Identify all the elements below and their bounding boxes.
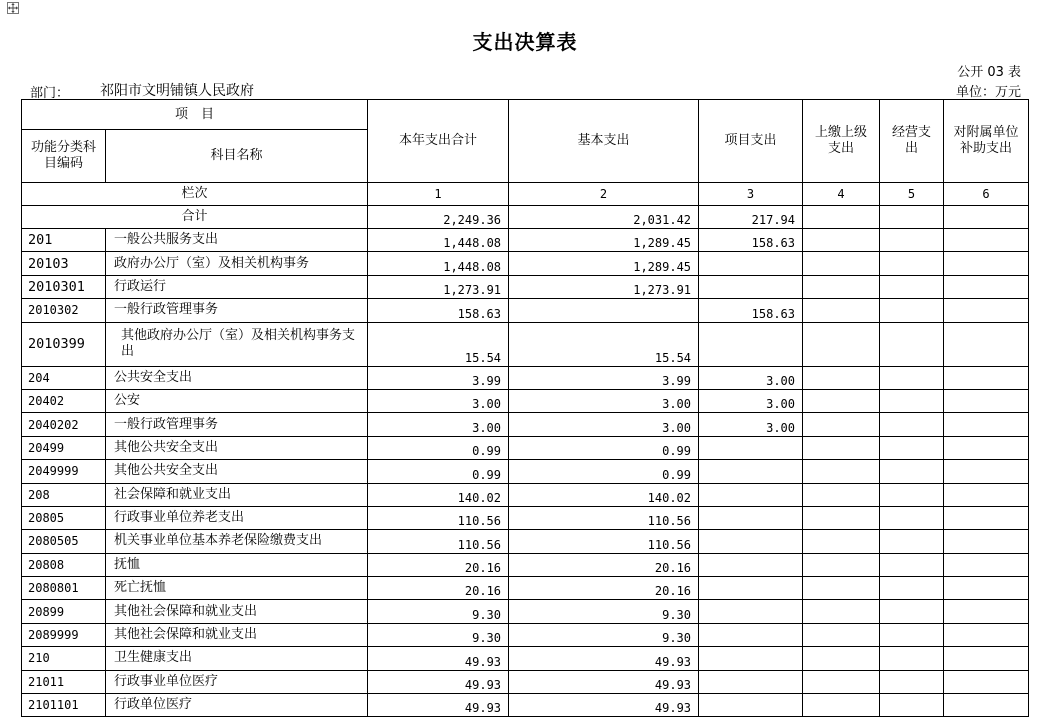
row-subsidy: [944, 600, 1029, 623]
table-row: [22, 600, 1029, 623]
row-total: 9.30: [368, 600, 509, 623]
row-subsidy: [944, 483, 1029, 506]
row-name: 政府办公厅（室）及相关机构事务: [106, 252, 368, 275]
unit-label: 单位：万元: [955, 85, 1021, 100]
row-business: [880, 366, 944, 389]
row-code: 2010301: [22, 275, 106, 298]
total-subsidy: [944, 206, 1029, 229]
total-project: 217.94: [699, 206, 803, 229]
row-project: [699, 553, 803, 576]
table-row: [22, 530, 1029, 553]
row-turnover: [803, 553, 880, 576]
row-basic: 49.93: [509, 694, 699, 717]
row-subsidy: [944, 252, 1029, 275]
row-total: 49.93: [368, 670, 509, 693]
header-item: 项 目: [22, 100, 368, 130]
row-turnover: [803, 647, 880, 670]
row-total: 1,273.91: [368, 275, 509, 298]
row-basic: [509, 299, 699, 322]
row-turnover: [803, 299, 880, 322]
row-code: 20805: [22, 506, 106, 529]
row-project: [699, 436, 803, 459]
row-name: 其他公共安全支出: [106, 436, 368, 459]
header-row-no: 栏次: [22, 183, 368, 206]
table-row: [22, 647, 1029, 670]
row-business: [880, 647, 944, 670]
row-project: [699, 483, 803, 506]
row-basic: 110.56: [509, 530, 699, 553]
row-basic: 9.30: [509, 600, 699, 623]
row-project: [699, 530, 803, 553]
row-basic: 1,273.91: [509, 275, 699, 298]
row-code: 204: [22, 366, 106, 389]
header-total: 本年支出合计: [368, 100, 509, 183]
row-business: [880, 577, 944, 600]
row-subsidy: [944, 577, 1029, 600]
row-subsidy: [944, 670, 1029, 693]
row-code: 2080801: [22, 577, 106, 600]
row-total: 0.99: [368, 436, 509, 459]
row-business: [880, 436, 944, 459]
row-code: 2049999: [22, 460, 106, 483]
header-basic: 基本支出: [509, 100, 699, 183]
row-code: 20899: [22, 600, 106, 623]
row-name: 公共安全支出: [106, 366, 368, 389]
header-business: 经营支出: [880, 100, 944, 183]
row-business: [880, 389, 944, 412]
row-project: [699, 322, 803, 366]
row-project: 158.63: [699, 299, 803, 322]
row-business: [880, 275, 944, 298]
department-label: 部门：: [30, 86, 70, 101]
row-basic: 9.30: [509, 623, 699, 646]
table-row: [22, 389, 1029, 412]
row-project: [699, 670, 803, 693]
row-code: 2010302: [22, 299, 106, 322]
total-turnover: [803, 206, 880, 229]
row-basic: 0.99: [509, 436, 699, 459]
row-code: 2080505: [22, 530, 106, 553]
header-name: 科目名称: [106, 130, 368, 183]
row-code: 2040202: [22, 413, 106, 436]
row-total: 3.99: [368, 366, 509, 389]
row-project: 3.00: [699, 366, 803, 389]
row-total: 3.00: [368, 413, 509, 436]
expenditure-table: [21, 99, 1029, 717]
row-name: 机关事业单位基本养老保险缴费支出: [106, 530, 368, 553]
row-total: 1,448.08: [368, 252, 509, 275]
row-total: 49.93: [368, 647, 509, 670]
row-name: 行政单位医疗: [106, 694, 368, 717]
col-number: 5: [880, 183, 944, 206]
total-label: 合计: [22, 206, 368, 229]
row-project: [699, 252, 803, 275]
table-move-handle-icon[interactable]: [7, 2, 19, 14]
row-subsidy: [944, 275, 1029, 298]
row-total: 140.02: [368, 483, 509, 506]
total-total: 2,249.36: [368, 206, 509, 229]
table-row: [22, 229, 1029, 252]
row-subsidy: [944, 413, 1029, 436]
row-turnover: [803, 436, 880, 459]
row-subsidy: [944, 530, 1029, 553]
row-total: 9.30: [368, 623, 509, 646]
row-business: [880, 460, 944, 483]
row-basic: 49.93: [509, 670, 699, 693]
row-code: 20402: [22, 389, 106, 412]
row-project: 3.00: [699, 389, 803, 412]
row-name: 其他公共安全支出: [106, 460, 368, 483]
table-row: [22, 275, 1029, 298]
row-code: 20499: [22, 436, 106, 459]
table-row: [22, 322, 1029, 366]
row-turnover: [803, 252, 880, 275]
row-project: 158.63: [699, 229, 803, 252]
row-name: 一般行政管理事务: [106, 413, 368, 436]
row-project: [699, 623, 803, 646]
row-code: 2010399: [22, 322, 106, 366]
row-total: 1,448.08: [368, 229, 509, 252]
row-turnover: [803, 623, 880, 646]
report-title: 支出决算表: [472, 30, 578, 54]
row-turnover: [803, 600, 880, 623]
row-subsidy: [944, 647, 1029, 670]
row-business: [880, 553, 944, 576]
row-basic: 1,289.45: [509, 252, 699, 275]
row-turnover: [803, 460, 880, 483]
row-code: 208: [22, 483, 106, 506]
row-turnover: [803, 366, 880, 389]
row-name: 一般行政管理事务: [106, 299, 368, 322]
row-subsidy: [944, 694, 1029, 717]
row-turnover: [803, 389, 880, 412]
row-turnover: [803, 413, 880, 436]
row-name: 行政事业单位医疗: [106, 670, 368, 693]
row-total: 110.56: [368, 506, 509, 529]
table-row: [22, 299, 1029, 322]
row-code: 2089999: [22, 623, 106, 646]
row-subsidy: [944, 229, 1029, 252]
col-number: 6: [944, 183, 1029, 206]
row-turnover: [803, 483, 880, 506]
row-code: 20103: [22, 252, 106, 275]
total-row: [22, 206, 1029, 229]
row-name: 社会保障和就业支出: [106, 483, 368, 506]
table-body: [22, 206, 1029, 717]
header-project: 项目支出: [699, 100, 803, 183]
row-project: [699, 694, 803, 717]
row-basic: 15.54: [509, 322, 699, 366]
row-subsidy: [944, 553, 1029, 576]
row-turnover: [803, 229, 880, 252]
row-subsidy: [944, 366, 1029, 389]
table-row: [22, 577, 1029, 600]
row-project: [699, 275, 803, 298]
row-subsidy: [944, 389, 1029, 412]
total-basic: 2,031.42: [509, 206, 699, 229]
row-code: 2101101: [22, 694, 106, 717]
row-basic: 3.99: [509, 366, 699, 389]
row-subsidy: [944, 299, 1029, 322]
document-number: 公开 03 表: [957, 65, 1021, 80]
row-business: [880, 229, 944, 252]
row-total: 0.99: [368, 460, 509, 483]
row-basic: 3.00: [509, 413, 699, 436]
row-turnover: [803, 577, 880, 600]
row-subsidy: [944, 623, 1029, 646]
row-name: 行政事业单位养老支出: [106, 506, 368, 529]
row-business: [880, 252, 944, 275]
table-row: [22, 553, 1029, 576]
col-number: 2: [509, 183, 699, 206]
col-number: 3: [699, 183, 803, 206]
row-code: 201: [22, 229, 106, 252]
row-turnover: [803, 694, 880, 717]
row-basic: 3.00: [509, 389, 699, 412]
row-project: [699, 460, 803, 483]
row-code: 210: [22, 647, 106, 670]
row-turnover: [803, 506, 880, 529]
header-subsidy: 对附属单位补助支出: [944, 100, 1029, 183]
row-business: [880, 694, 944, 717]
row-name: 其他政府办公厅（室）及相关机构事务支出: [106, 322, 368, 366]
table-row: [22, 366, 1029, 389]
row-business: [880, 413, 944, 436]
row-basic: 20.16: [509, 553, 699, 576]
row-turnover: [803, 530, 880, 553]
row-business: [880, 623, 944, 646]
row-basic: 1,289.45: [509, 229, 699, 252]
row-project: [699, 577, 803, 600]
row-name: 其他社会保障和就业支出: [106, 600, 368, 623]
row-business: [880, 299, 944, 322]
row-subsidy: [944, 506, 1029, 529]
row-business: [880, 670, 944, 693]
row-name: 死亡抚恤: [106, 577, 368, 600]
table-row: [22, 436, 1029, 459]
row-total: 20.16: [368, 553, 509, 576]
row-name: 抚恤: [106, 553, 368, 576]
table-row: [22, 252, 1029, 275]
table-row: [22, 483, 1029, 506]
row-total: 158.63: [368, 299, 509, 322]
table-row: [22, 506, 1029, 529]
header-turnover: 上缴上级支出: [803, 100, 880, 183]
department-name: 祁阳市文明铺镇人民政府: [100, 83, 254, 99]
row-name: 行政运行: [106, 275, 368, 298]
table-row: [22, 460, 1029, 483]
row-project: 3.00: [699, 413, 803, 436]
row-code: 20808: [22, 553, 106, 576]
row-total: 49.93: [368, 694, 509, 717]
row-project: [699, 600, 803, 623]
table-row: [22, 694, 1029, 717]
row-total: 3.00: [368, 389, 509, 412]
row-business: [880, 483, 944, 506]
row-total: 15.54: [368, 322, 509, 366]
row-turnover: [803, 670, 880, 693]
total-business: [880, 206, 944, 229]
row-total: 20.16: [368, 577, 509, 600]
row-business: [880, 322, 944, 366]
table-row: [22, 623, 1029, 646]
table-row: [22, 413, 1029, 436]
row-code: 21011: [22, 670, 106, 693]
row-name: 卫生健康支出: [106, 647, 368, 670]
row-project: [699, 647, 803, 670]
row-subsidy: [944, 436, 1029, 459]
row-business: [880, 600, 944, 623]
row-name: 公安: [106, 389, 368, 412]
row-basic: 0.99: [509, 460, 699, 483]
row-name: 其他社会保障和就业支出: [106, 623, 368, 646]
row-total: 110.56: [368, 530, 509, 553]
row-subsidy: [944, 460, 1029, 483]
row-basic: 20.16: [509, 577, 699, 600]
row-turnover: [803, 322, 880, 366]
row-basic: 49.93: [509, 647, 699, 670]
table-row: [22, 670, 1029, 693]
col-number: 4: [803, 183, 880, 206]
header-code: 功能分类科目编码: [22, 130, 106, 183]
row-turnover: [803, 275, 880, 298]
row-basic: 140.02: [509, 483, 699, 506]
row-name: 一般公共服务支出: [106, 229, 368, 252]
row-business: [880, 530, 944, 553]
row-basic: 110.56: [509, 506, 699, 529]
row-subsidy: [944, 322, 1029, 366]
row-project: [699, 506, 803, 529]
col-number: 1: [368, 183, 509, 206]
row-business: [880, 506, 944, 529]
